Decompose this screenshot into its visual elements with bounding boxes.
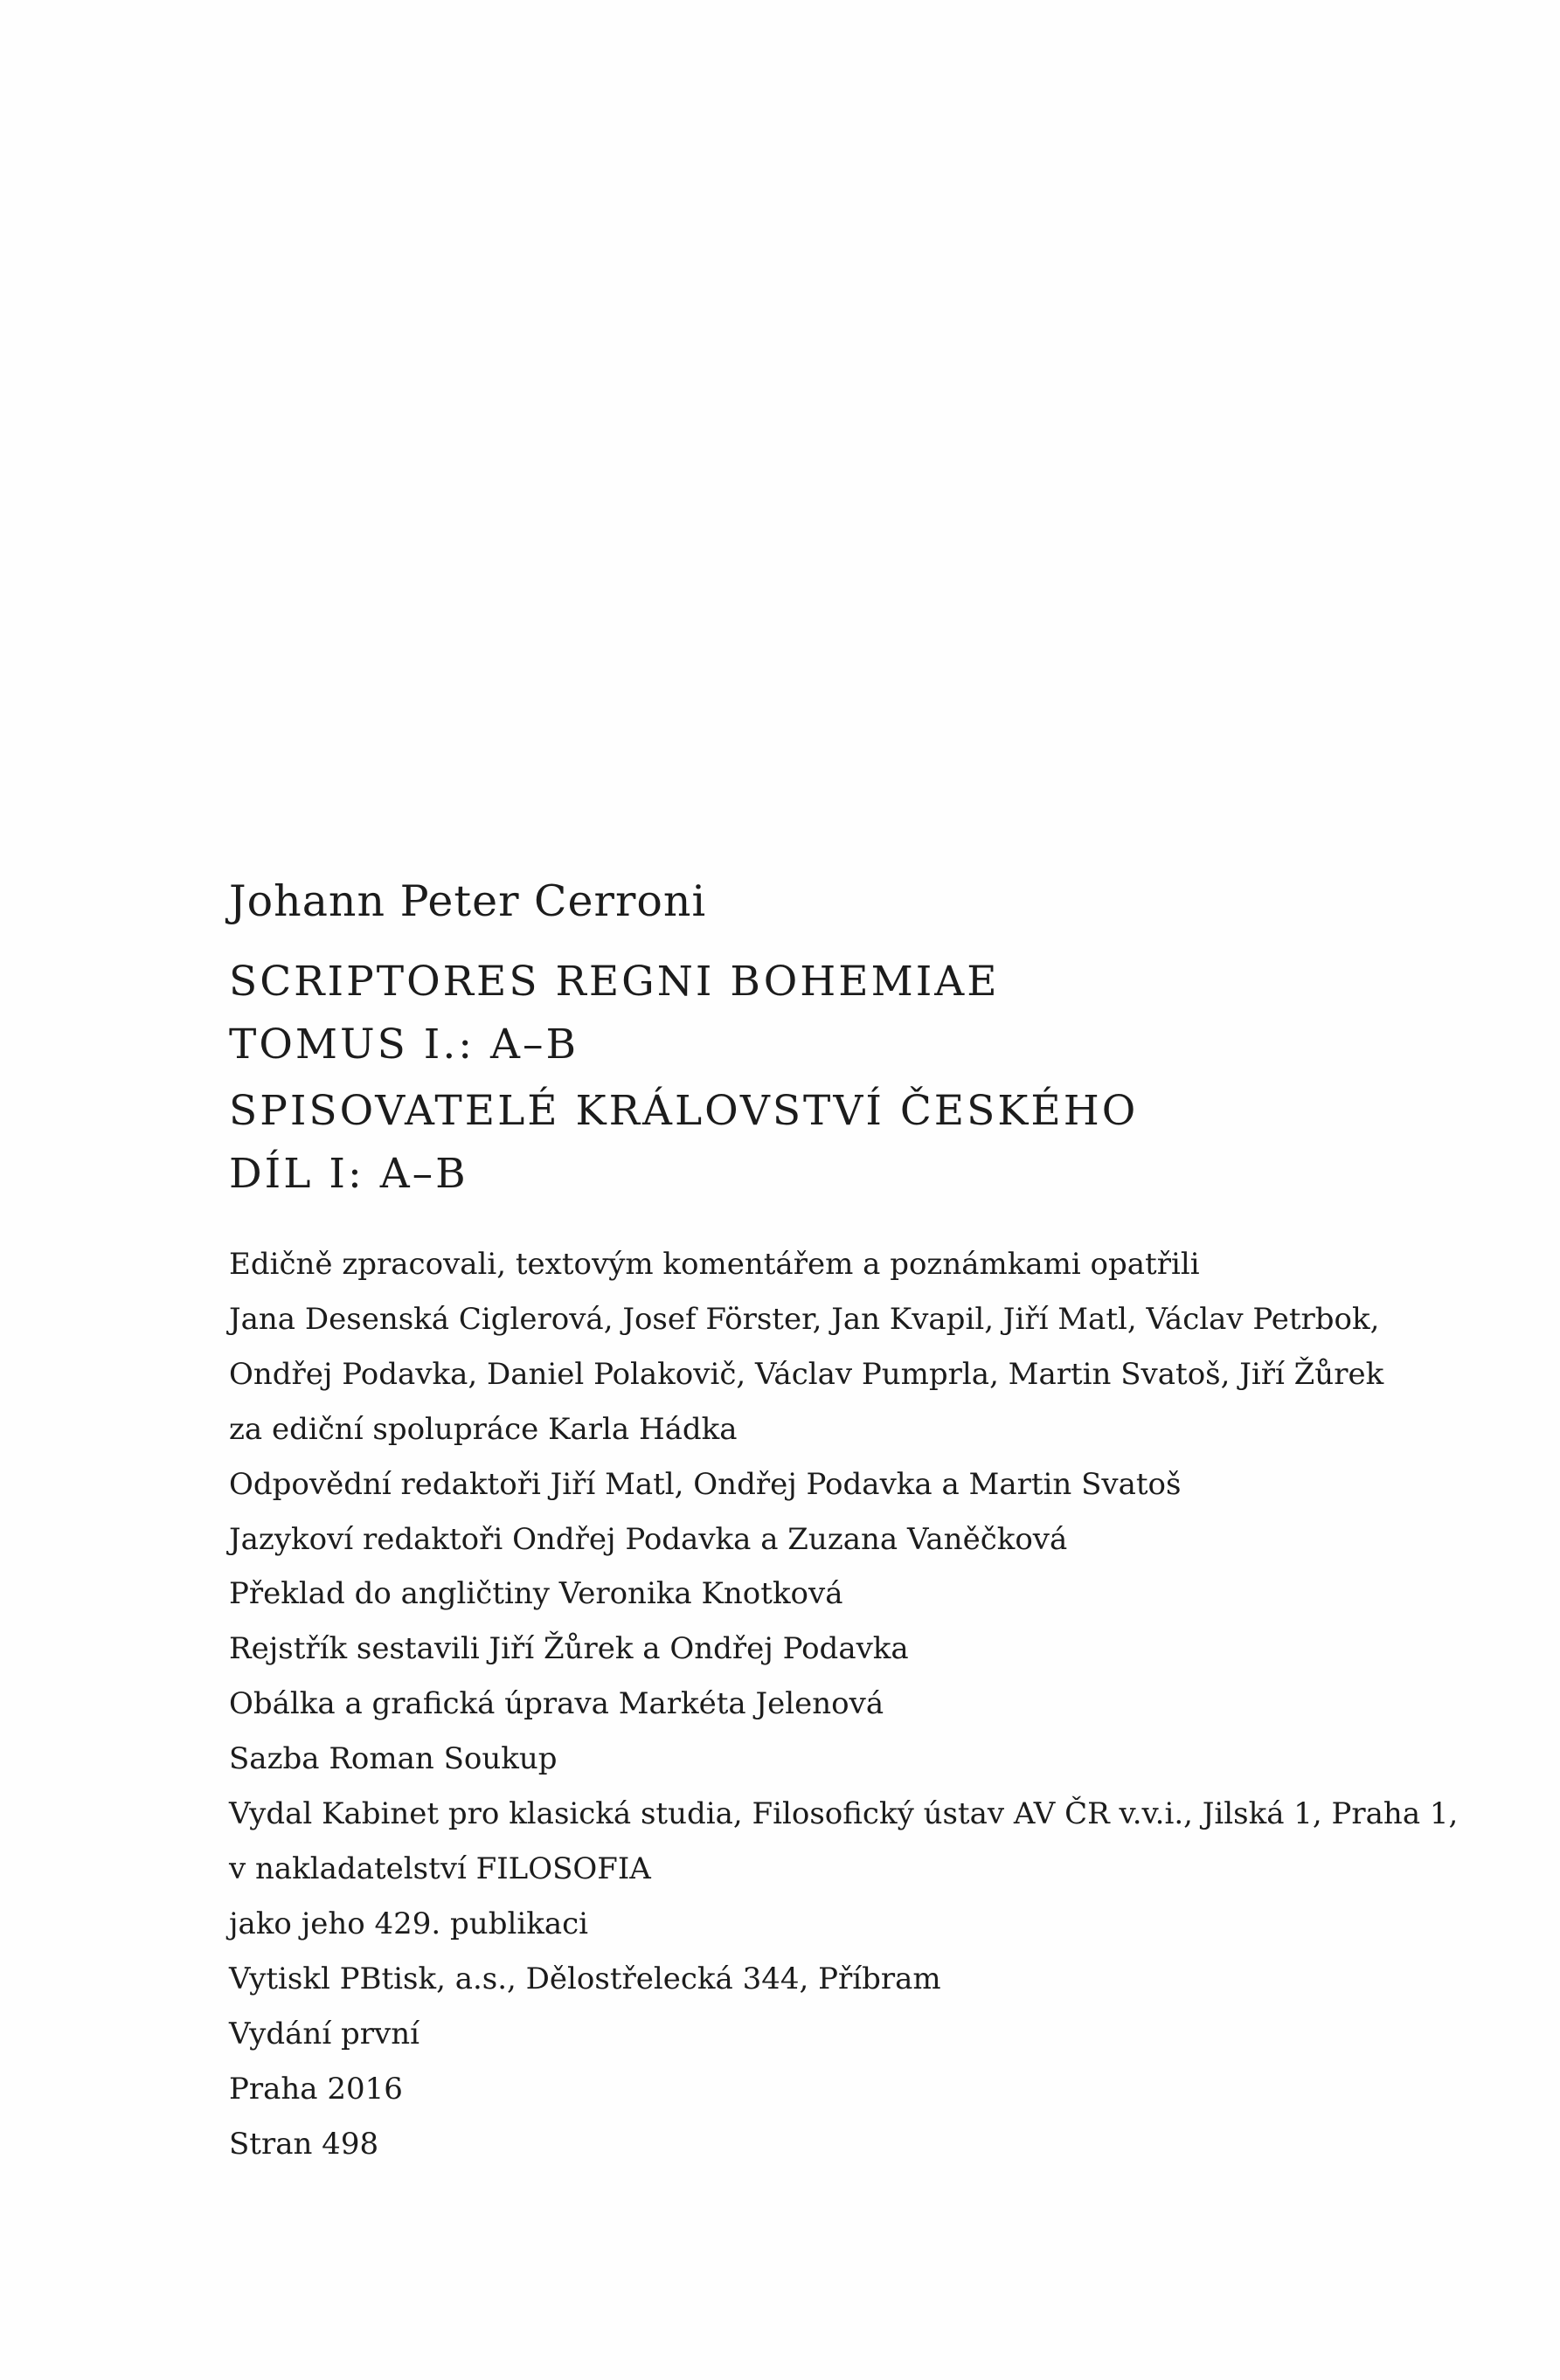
imprint-line: Ondřej Podavka, Daniel Polakovič, Václav Pumprla, Martin Svatoš, Jiří Žůrek [229,1356,1384,1392]
czech-volume: DÍL I: A–B [229,1150,468,1198]
imprint-line: Vydal Kabinet pro klasická studia, Filosofický ústav AV ČR v.v.i., Jilská 1, Praha 1, [229,1796,1459,1832]
imprint-block [229,1237,1505,2171]
imprint-line: Sazba Roman Soukup [229,1741,558,1777]
czech-title: SPISOVATELÉ KRÁLOVSTVÍ ČESKÉHO [229,1087,1139,1135]
imprint-line: Jana Desenská Ciglerová, Josef Förster, Jan Kvapil, Jiří Matl, Václav Petrbok, [229,1301,1380,1337]
imprint-line: Edičně zpracovali, textovým komentářem a poznámkami opatřili [229,1247,1200,1282]
imprint-line: Jazykoví redaktoři Ondřej Podavka a Zuzana Vaněčková [229,1521,1068,1557]
imprint-line: Obálka a grafická úprava Markéta Jelenová [229,1686,884,1722]
latin-volume: TOMUS I.: A–B [229,1020,579,1069]
imprint-line: Rejstřík sestavili Jiří Žůrek a Ondřej Podavka [229,1631,909,1667]
imprint-line: jako jeho 429. publikaci [229,1906,589,1941]
imprint-line: Vytiskl PBtisk, a.s., Dělostřelecká 344, Příbram [229,1961,941,1996]
imprint-line: Vydání první [229,2016,419,2051]
imprint-line: Překlad do angličtiny Veronika Knotková [229,1576,843,1612]
imprint-line: Odpovědní redaktoři Jiří Matl, Ondřej Podavka a Martin Svatoš [229,1466,1182,1502]
imprint-line: v nakladatelství FILOSOFIA [229,1851,651,1886]
latin-title: SCRIPTORES REGNI BOHEMIAE [229,958,1000,1006]
imprint-line: Praha 2016 [229,2071,403,2107]
author-name: Johann Peter Cerroni [229,876,707,926]
imprint-line: Stran 498 [229,2126,379,2162]
title-block [229,951,1453,1206]
imprint-line: za ediční spolupráce Karla Hádka [229,1411,738,1447]
